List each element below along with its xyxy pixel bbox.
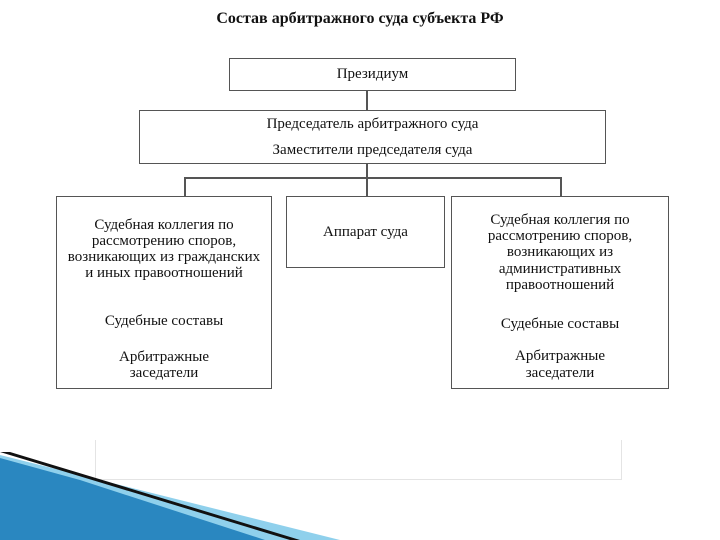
page-title: Состав арбитражного суда субъекта РФ bbox=[216, 10, 504, 27]
presidium-label: Президиум bbox=[336, 66, 409, 83]
left-collegium-label: Судебная коллегия по рассмотрению споров, возникающих из гражданских и иных правоотношений bbox=[67, 216, 261, 282]
left-assessors-label: Арбитражные заседатели bbox=[118, 348, 209, 381]
chairman-label: Председатель арбитражного суда bbox=[266, 115, 479, 132]
right-collegium-label: Судебная коллегия по рассмотрению споров, возникающих из административных правоотношений bbox=[487, 212, 633, 293]
left-panels-label: Судебные составы bbox=[104, 313, 224, 330]
court-apparatus-label: Аппарат суда bbox=[323, 223, 408, 240]
right-panels-label: Судебные составы bbox=[500, 316, 620, 333]
deputies-label: Заместители председателя суда bbox=[272, 141, 473, 158]
right-assessors-label: Арбитражные заседатели bbox=[514, 348, 605, 381]
